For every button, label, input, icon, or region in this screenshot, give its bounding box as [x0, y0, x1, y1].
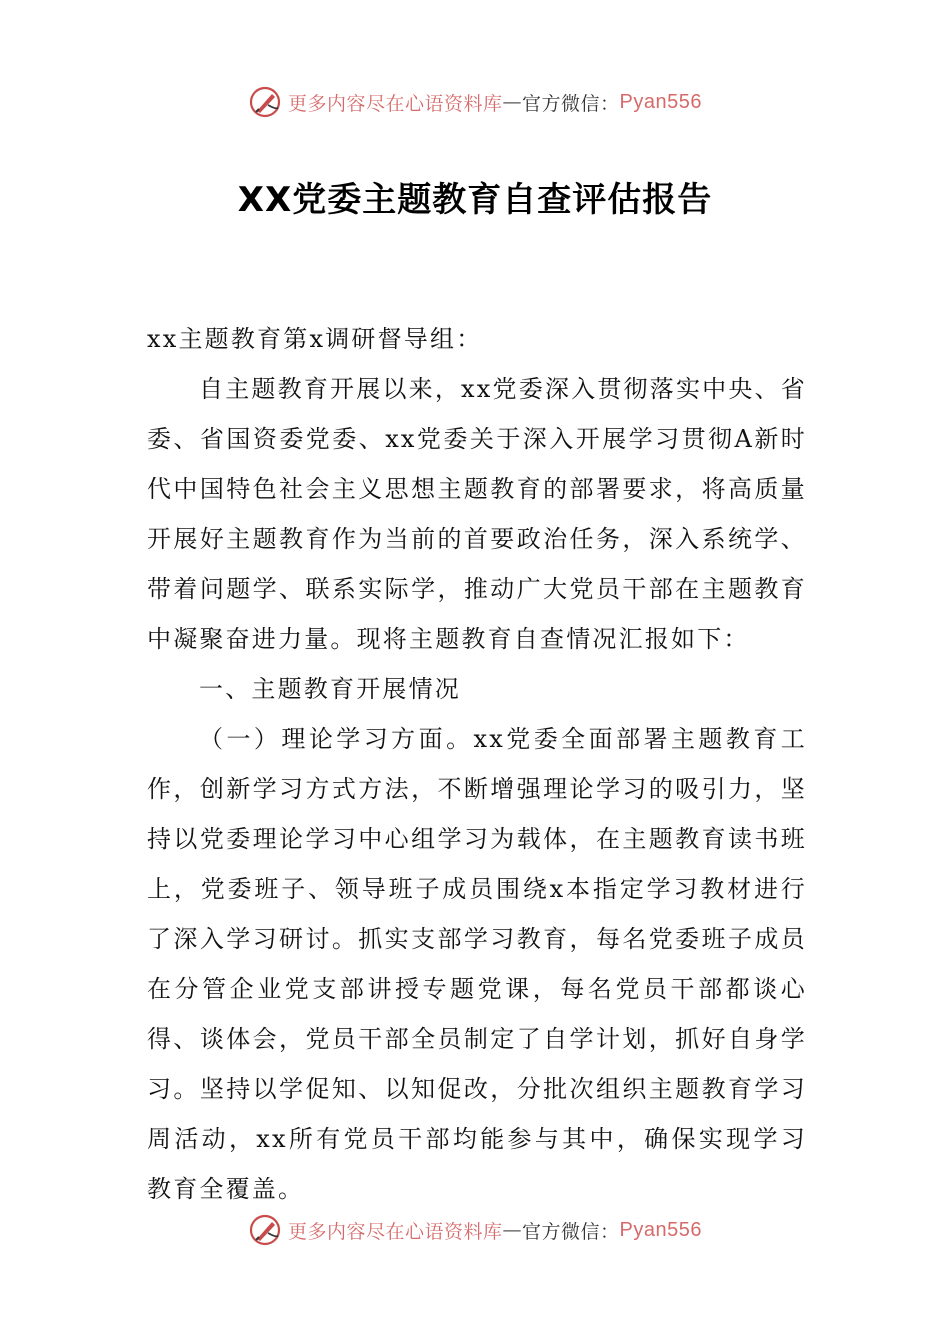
intro-paragraph: 自主题教育开展以来，xx党委深入贯彻落实中央、省委、省国资委党委、xx党委关于深入开展学习贯彻A新时代中国特色社会主义思想主题教育的部署要求，将高质量开展好主题教育作为当前的首要政治任务，深入系统学、带着问题学、联系实际学，推动广大党员干部在主题教育中凝聚奋进力量。现将主题教育自查情况汇报如下：: [147, 375, 807, 653]
section-heading: 一、主题教育开展情况: [199, 675, 461, 703]
document-body: [147, 314, 807, 1214]
watermark-brand: 更多内容尽在心语资料库: [288, 1220, 503, 1243]
watermark-separator: —: [502, 91, 523, 113]
quill-logo-icon: [248, 1213, 282, 1247]
quill-logo-icon: [248, 85, 282, 119]
watermark-wechat-label: 官方微信：: [522, 1220, 620, 1243]
footer-watermark: [0, 1210, 950, 1250]
theory-study-paragraph: （一）理论学习方面。xx党委全面部署主题教育工作，创新学习方式方法，不断增强理论学习的吸引力，坚持以党委理论学习中心组学习为载体，在主题教育读书班上，党委班子、领导班子成员围绕x本指定学习教材进行了深入学习研讨。抓实支部学习教育，每名党委班子成员在分管企业党支部讲授专题党课，每名党员干部都谈心得、谈体会，党员干部全员制定了自学计划，抓好自身学习。坚持以学促知、以知促改，分批次组织主题教育学习周活动，xx所有党员干部均能参与其中，确保实现学习教育全覆盖。: [147, 725, 807, 1203]
watermark-separator: —: [502, 1219, 523, 1241]
header-watermark: [0, 82, 950, 122]
watermark-wechat-id: Pyan556: [619, 1218, 702, 1241]
watermark-brand: 更多内容尽在心语资料库: [288, 92, 503, 115]
watermark-wechat-label: 官方微信：: [522, 92, 620, 115]
salutation: xx主题教育第x调研督导组：: [147, 325, 483, 353]
watermark-wechat-id: Pyan556: [619, 90, 702, 113]
document-title: XX党委主题教育自查评估报告: [237, 180, 713, 220]
